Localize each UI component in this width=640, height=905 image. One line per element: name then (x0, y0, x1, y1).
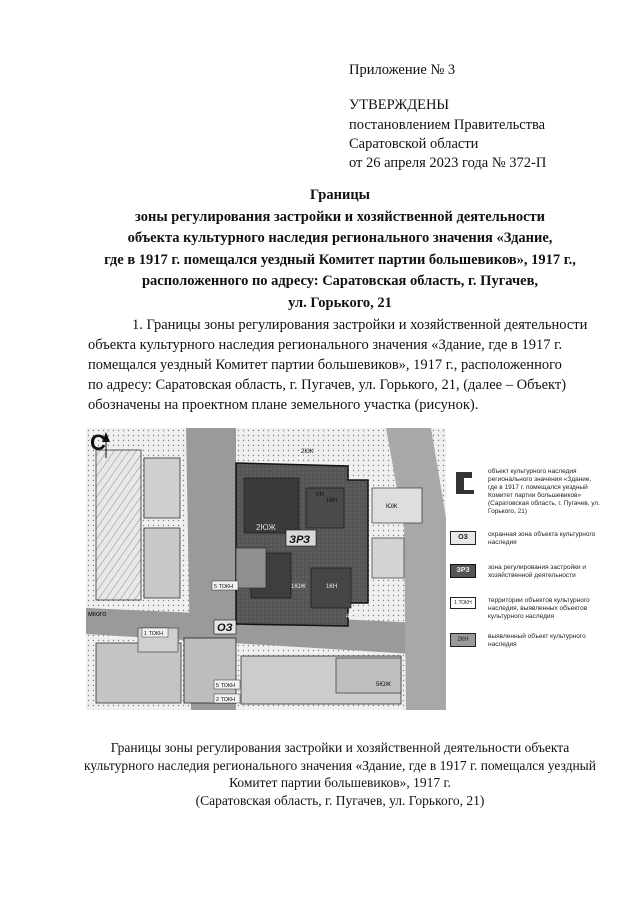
figure-caption (60, 739, 620, 809)
legend-text: территории объектов культурного наследия, выявленных объектов культурного наследия (488, 597, 590, 620)
tokn-swatch: 1 ТОКН (450, 597, 476, 609)
paragraph-line-2: объекта культурного наследия регионального значения «Здание, где в 1917 г. (88, 337, 563, 353)
decree-line-2: Саратовской области (349, 136, 479, 152)
legend-text: охранная зона объекта культурного наследия (488, 531, 596, 546)
legend-text: объект культурного наследия регионального значения «Здание, где в 1917 г. помещался уездный Комитет партии большевиков» (Саратовская область, г. Пугачев, ул. Горького, 21) (488, 468, 600, 515)
paragraph-line-5: обозначены на проектном плане земельного участка (рисунок). (88, 397, 479, 413)
caption-line-4: (Саратовская область, г. Пугачев, ул. Горького, 21) (195, 792, 485, 808)
left-block-upper (96, 450, 141, 600)
caption-line-1: Границы зоны регулирования застройки и хозяйственной деятельности объекта (110, 740, 570, 755)
paragraph-line-3: помещался уездный Комитет партии большевиков», 1917 г., расположенного (88, 357, 562, 373)
map-label: 2КЖ (301, 449, 314, 455)
caption-line-2: культурного наследия регионального значения «Здание, где в 1917 г. помещался уездный (84, 757, 596, 773)
title-line-1: Границы (309, 187, 370, 203)
map-label: 1КН (326, 498, 338, 504)
map-label: 5ЮЖ (376, 682, 391, 688)
identified-swatch: 2КН (450, 633, 476, 647)
body-paragraph (88, 315, 593, 415)
map-label: 4ЮЖ (346, 614, 361, 620)
site-plan-map (86, 428, 446, 710)
title-line-2: зоны регулирования застройки и хозяйственной деятельности (135, 208, 545, 225)
legend-item-heritage-object (450, 468, 600, 528)
oz-label: ОЗ (217, 622, 233, 634)
legend-item-zrz (450, 564, 600, 586)
map-label: 1 ТОКН (144, 631, 164, 637)
map-label: 1ЮЖ (291, 584, 306, 590)
heritage-object-icon (450, 468, 480, 496)
title-line-6: ул. Горького, 21 (288, 294, 392, 311)
oz-swatch: ОЗ (450, 531, 476, 545)
legend-text: выявленный объект культурного наследия (488, 633, 586, 648)
map-label: 5 ТОКН (216, 683, 236, 689)
title-line-5: расположенного по адресу: Саратовская область, г. Пугачев, (141, 273, 539, 289)
north-label: С (90, 430, 106, 455)
title-line-4: где в 1917 г. помещался уездный Комитет партии большевиков», 1917 г., (104, 251, 576, 268)
approved-heading: УТВЕРЖДЕНЫ (349, 97, 450, 113)
map-label: КН (316, 492, 324, 498)
map-label: 2 ТОКН (216, 697, 236, 703)
legend-item-oz (450, 531, 600, 553)
street-label: мкого (88, 611, 107, 618)
caption-line-3: Комитет партии большевиков», 1917 г. (229, 775, 451, 790)
legend-text: зона регулирования застройки и хозяйственной деятельности (488, 564, 587, 579)
paragraph-line-4: по адресу: Саратовская область, г. Пугачев, ул. Горького, 21, (далее – Объект) (88, 377, 567, 393)
zrz-label: ЗРЗ (289, 534, 311, 546)
map-label: ЮЖ (386, 504, 398, 510)
map-label: 1КН (326, 584, 338, 590)
appendix-number: Приложение № 3 (349, 62, 456, 78)
paragraph-line-1: 1. Границы зоны регулирования застройки и хозяйственной деятельности (132, 317, 588, 333)
legend-item-tokn (450, 597, 600, 625)
title-line-3: объекта культурного наследия регионального значения «Здание, (127, 230, 553, 246)
legend-item-identified (450, 633, 600, 653)
decree-line-1: постановлением Правительства (349, 117, 546, 133)
zrz-swatch: ЗРЗ (450, 564, 476, 578)
decree-line-3: от 26 апреля 2023 года № 372-П (349, 155, 547, 171)
heritage-object (236, 548, 266, 588)
document-title (60, 185, 620, 314)
map-label: 5 ТОКН (214, 584, 234, 590)
map-label: 2ЮЖ (256, 523, 276, 532)
